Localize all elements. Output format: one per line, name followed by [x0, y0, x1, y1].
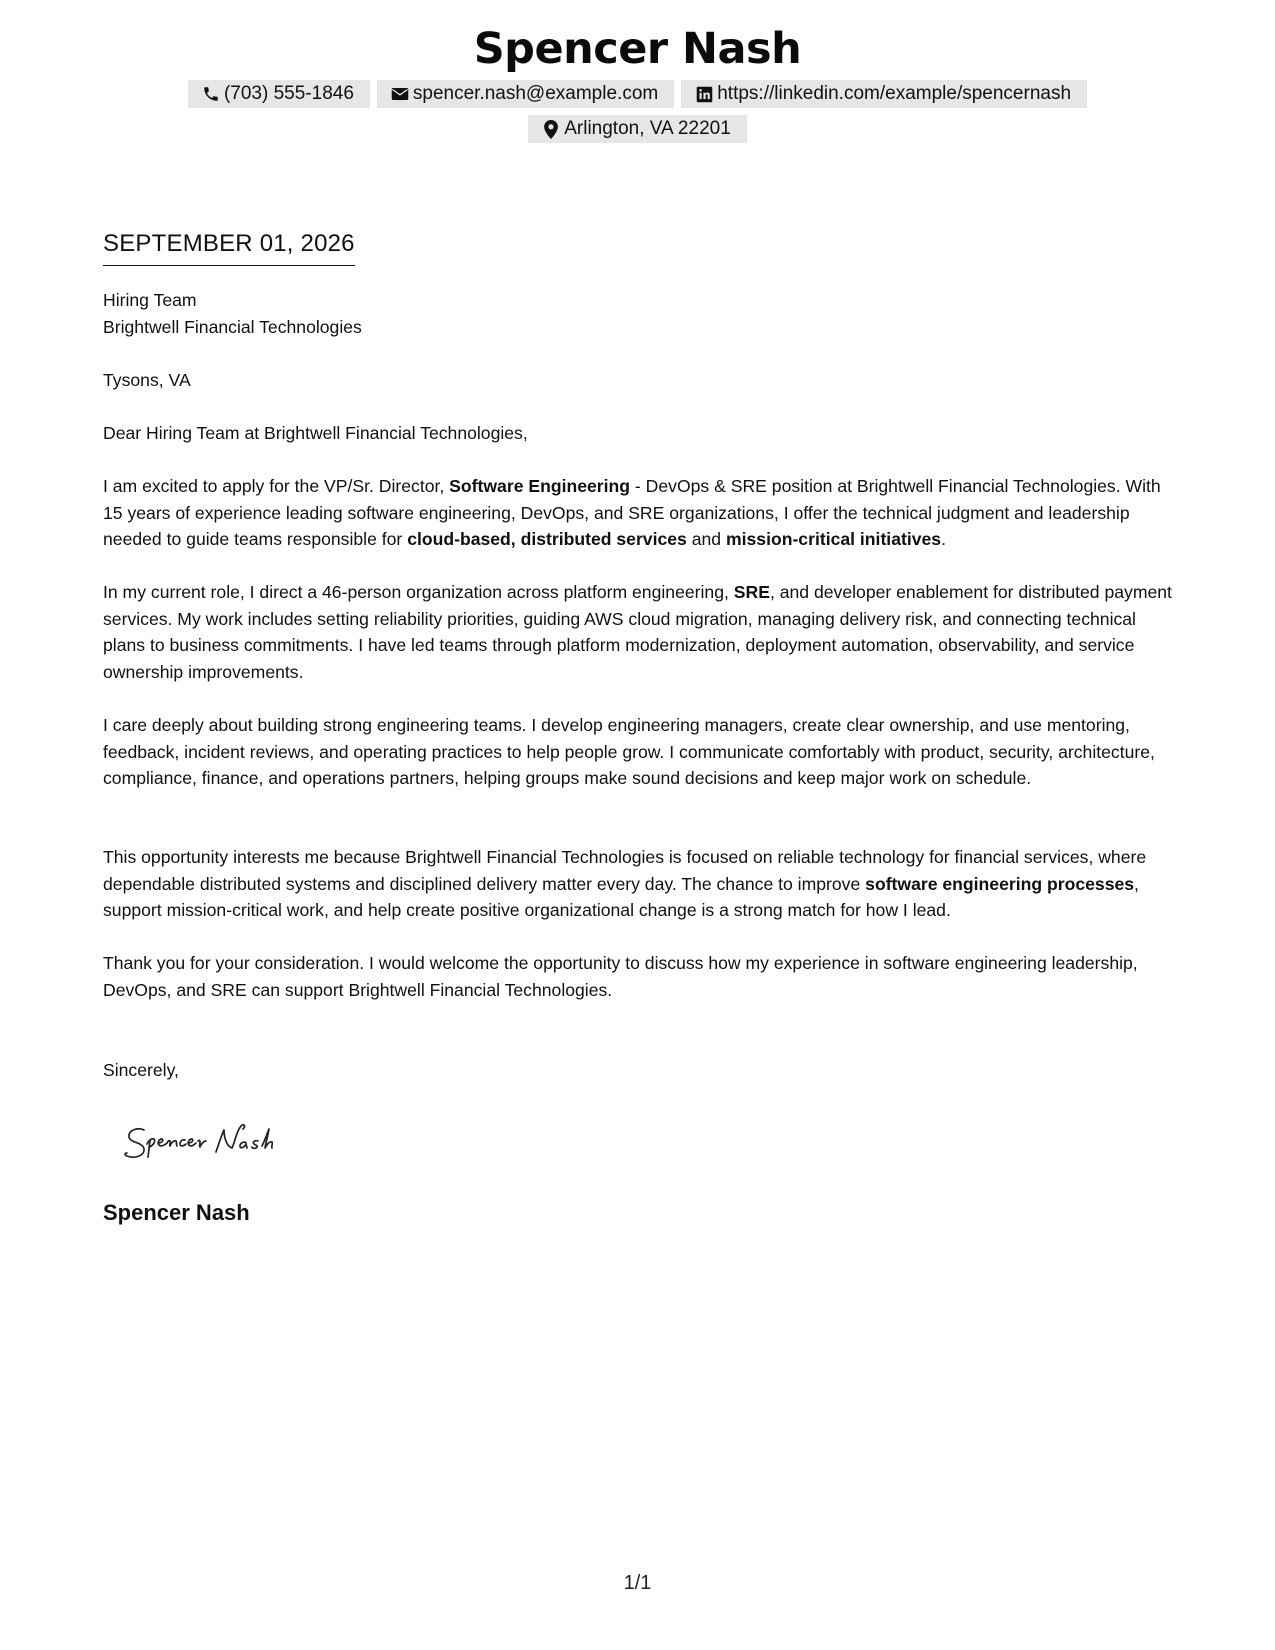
map-marker-icon: [540, 118, 562, 140]
letter-date: SEPTEMBER 01, 2026: [103, 229, 355, 266]
bold-run: cloud-based, distributed services: [407, 529, 687, 549]
contact-email[interactable]: [377, 80, 674, 108]
contact-location-text: Arlington, VA 22201: [564, 118, 731, 139]
paragraph-1: [103, 473, 1178, 553]
text-run: , and developer enablement for distributed payment services. My work includes setting reliability priorities, guiding AWS cloud migration, managing delivery risk, and connecting technical plans to business commitments. I have led teams through platform modernization, deployment automation, observability, and service ownership improvements.: [103, 582, 1172, 682]
contact-linkedin-text[interactable]: https://linkedin.com/example/spencernash: [717, 83, 1072, 104]
contact-phone-text: (703) 555-1846: [223, 83, 354, 104]
text-run: - DevOps & SRE position at Brightwell Financial Technologies. With 15 years of experience leading software engineering, DevOps, and SRE organizations, I offer the technical judgment and leadership needed to guide teams responsible for: [103, 476, 1161, 549]
text-run: .: [941, 529, 946, 549]
text-run: In my current role, I direct a 46-person organization across platform engineering,: [103, 582, 734, 602]
recipient-block: [103, 287, 1178, 340]
contact-row: [0, 80, 1275, 108]
bold-run: Software Engineering: [449, 476, 631, 496]
closing: Sincerely,: [103, 1060, 179, 1080]
handwritten-signature: [122, 1110, 352, 1170]
paragraph-2: [103, 579, 1178, 685]
bold-run: SRE: [733, 582, 770, 602]
text-run: Thank you for your consideration. I would welcome the opportunity to discuss how my experience in software engineering leadership, DevOps, and SRE can support Brightwell Financial Technologies.: [103, 953, 1138, 1000]
contact-linkedin[interactable]: [681, 80, 1087, 108]
bold-run: mission-critical initiatives: [725, 529, 942, 549]
text-run: I care deeply about building strong engineering teams. I develop engineering managers, create clear ownership, and use mentoring, feedback, incident reviews, and operating practices to help people grow. I communicate comfortably with product, security, architecture, compliance, finance, and operations partners, helping groups make sound decisions and keep major work on schedule.: [103, 715, 1155, 788]
bold-run: software engineering processes: [865, 873, 1135, 894]
text-run: I am excited to apply for the VP/Sr. Director,: [103, 476, 450, 496]
text-run: and: [686, 529, 726, 549]
contact-email-text[interactable]: spencer.nash@example.com: [412, 83, 659, 104]
text-run: , support mission-critical work, and help create positive organizational change is a strong match for how I lead.: [103, 873, 1139, 920]
paragraph-3: [103, 712, 1178, 792]
salutation: Dear Hiring Team at Brightwell Financial Technologies,: [103, 423, 528, 443]
recipient-line-1: Hiring Team: [103, 290, 197, 310]
phone-icon: [200, 83, 222, 105]
contact-location: [528, 115, 747, 143]
recipient-location: Tysons, VA: [103, 370, 191, 390]
signer-name: Spencer Nash: [103, 1200, 250, 1225]
paragraph-4: [103, 844, 1178, 924]
contact-row-2: [0, 115, 1275, 143]
recipient-company: Brightwell Financial Technologies: [103, 316, 362, 337]
applicant-name: Spencer Nash: [473, 24, 802, 74]
paragraph-5: [103, 950, 1178, 1003]
contact-phone: [188, 80, 370, 108]
page-indicator: 1/1: [623, 1572, 652, 1594]
envelope-icon: [389, 83, 411, 105]
linkedin-icon: [693, 83, 715, 105]
text-run: This opportunity interests me because Brightwell Financial Technologies is focused on reliable technology for financial services, where dependable distributed systems and disciplined delivery matter every day. The chance to improve: [103, 847, 1147, 894]
